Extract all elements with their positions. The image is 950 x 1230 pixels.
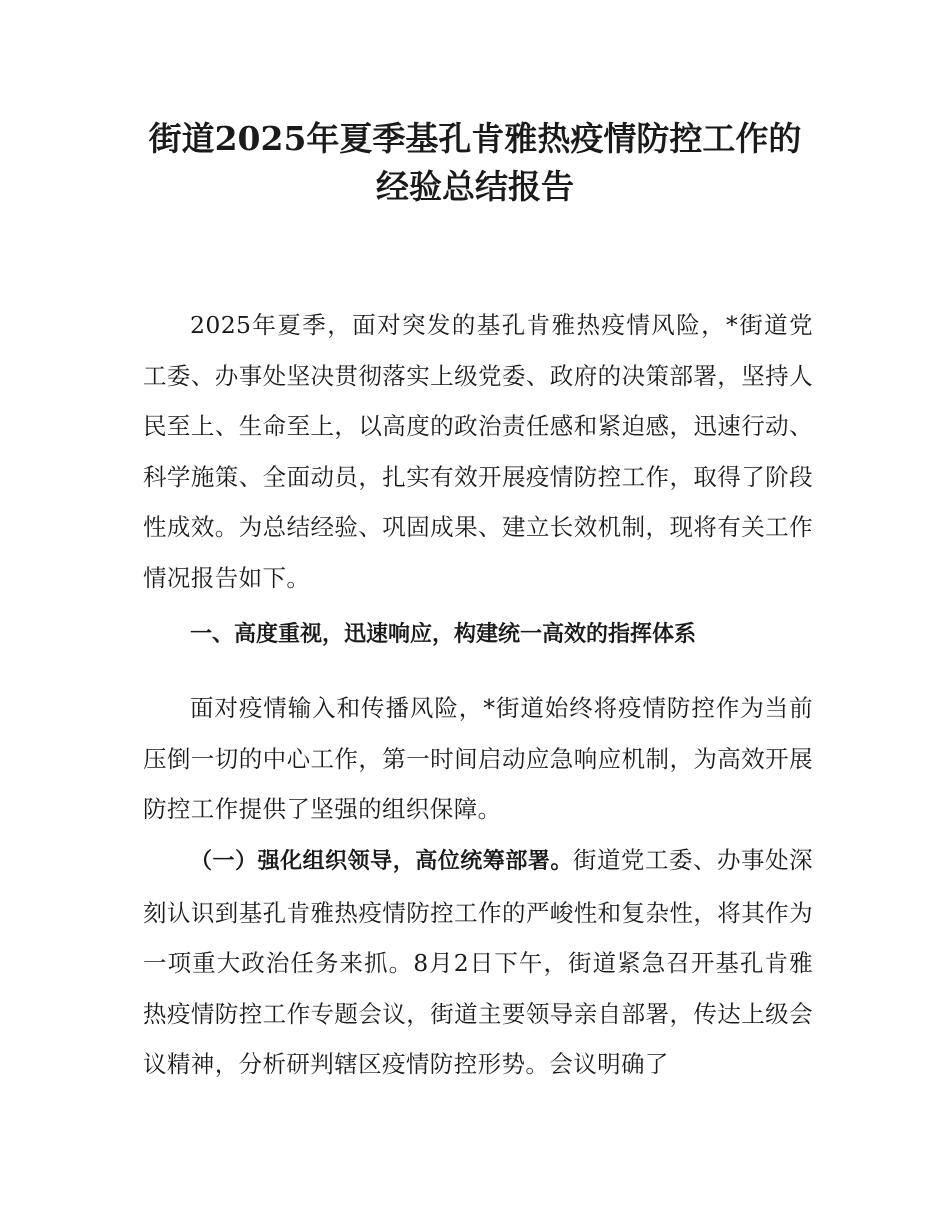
document-title-line1: 街道2025年夏季基孔肯雅热疫情防控工作的 bbox=[148, 119, 802, 158]
subsection1-text: 街道党工委、办事处深刻认识到基孔肯雅热疫情防控工作的严峻性和复杂性，将其作为一项重大政治任务来抓。8月2日下午，街道紧急召开基孔肯雅热疫情防控工作专题会议，街道主要领导亲自部署，传达上级会议精神，分析研判辖区疫情防控形势。会议明确了 bbox=[143, 846, 813, 1078]
subsection1-paragraph bbox=[143, 835, 813, 1090]
document-title-line2: 经验总结报告 bbox=[376, 167, 574, 206]
section1-heading: 一、高度重视，迅速响应，构建统一高效的指挥体系 bbox=[190, 622, 697, 647]
intro-paragraph: 2025年夏季，面对突发的基孔肯雅热疫情风险，*街道党工委、办事处坚决贯彻落实上级党委、政府的决策部署，坚持人民至上、生命至上，以高度的政治责任感和紧迫感，迅速行动、科学施策、全面动员，扎实有效开展疫情防控工作，取得了阶段性成效。为总结经验、巩固成果、建立长效机制，现将有关工作情况报告如下。 bbox=[143, 311, 813, 592]
section1-paragraph: 面对疫情输入和传播风险，*街道始终将疫情防控作为当前压倒一切的中心工作，第一时间启动应急响应机制，为高效开展防控工作提供了坚强的组织保障。 bbox=[143, 694, 813, 823]
subsection1-heading: （一）强化组织领导，高位统筹部署。 bbox=[190, 849, 573, 874]
